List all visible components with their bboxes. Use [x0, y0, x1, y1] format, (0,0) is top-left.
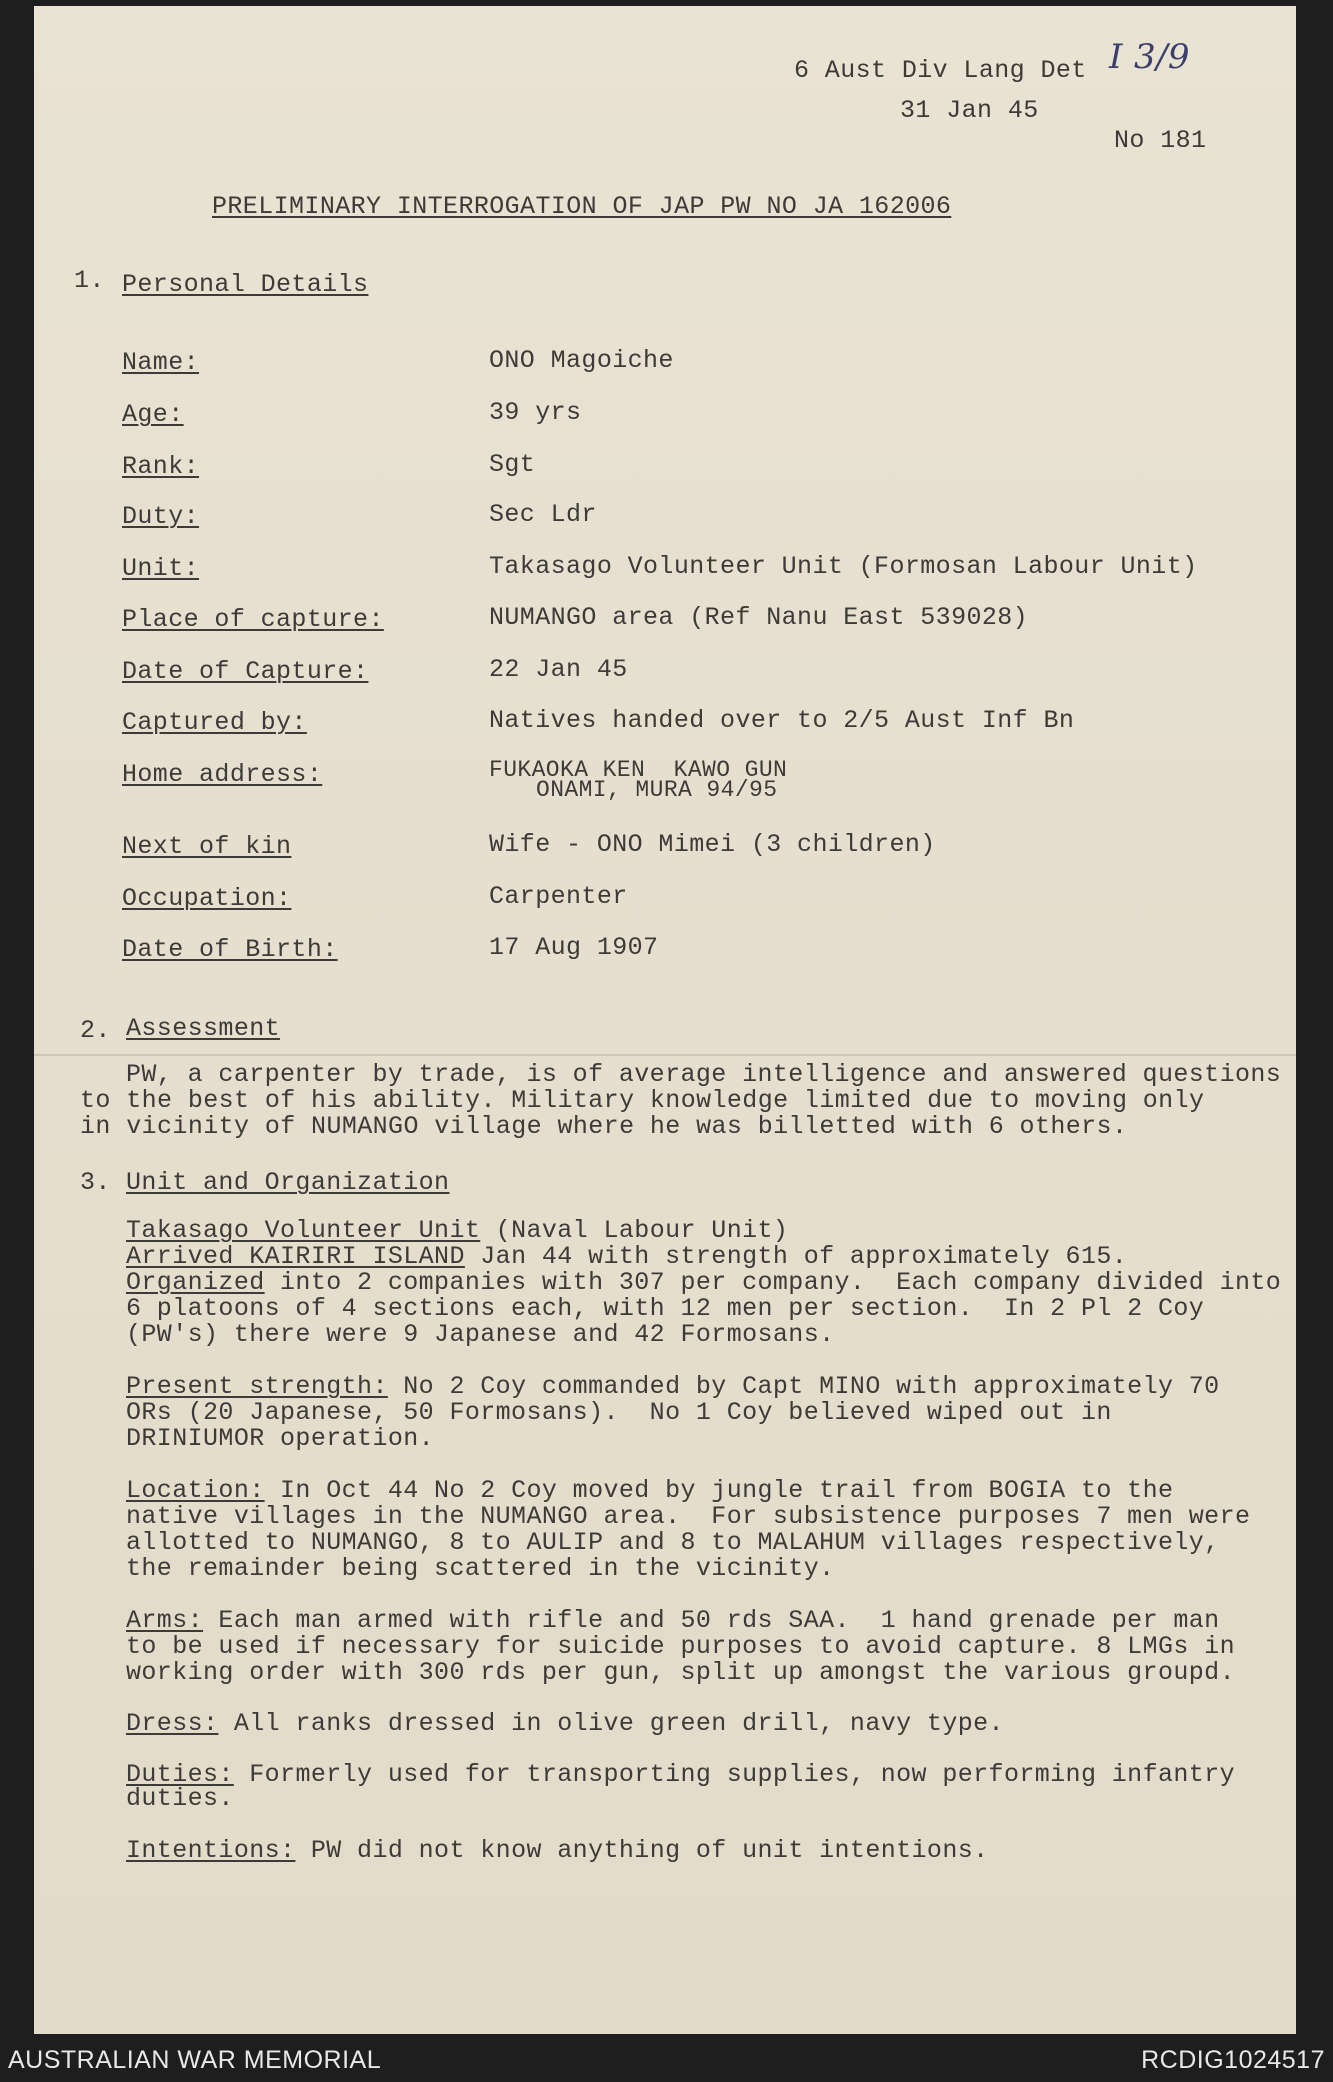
- unit-title: Takasago Volunteer Unit: [126, 1216, 481, 1245]
- section-2-number: 2.: [80, 1016, 111, 1045]
- organized-rest: into 2 companies with 307 per company. Each company divided into: [264, 1268, 1282, 1297]
- location-line: native villages in the NUMANGO area. For subsistence purposes 7 men were: [126, 1502, 1251, 1531]
- organized-line: (PW's) there were 9 Japanese and 42 Formosans.: [126, 1320, 835, 1349]
- header-date: 31 Jan 45: [900, 96, 1039, 125]
- field-value: 39 yrs: [489, 398, 582, 427]
- arms-line: working order with 300 rds per gun, split up amongst the various groupd.: [126, 1658, 1235, 1687]
- arms-line: to be used if necessary for suicide purposes to avoid capture. 8 LMGs in: [126, 1632, 1235, 1661]
- assessment-line: in vicinity of NUMANGO village where he was billetted with 6 others.: [80, 1112, 1128, 1141]
- section-3-heading: Unit and Organization: [126, 1168, 450, 1197]
- field-label: Name:: [122, 348, 200, 377]
- location-line: [126, 1478, 1173, 1504]
- strength-rest: No 2 Coy commanded by Capt MINO with approximately 70: [387, 1372, 1220, 1401]
- organized-line: [126, 1270, 1281, 1296]
- intentions-rest: PW did not know anything of unit intentions.: [295, 1836, 989, 1865]
- footer-catalog-id: RCDIG1024517: [1141, 2046, 1325, 2074]
- dress-line: [126, 1711, 1004, 1737]
- field-label: Rank:: [122, 452, 200, 481]
- unit-title-rest: (Naval Labour Unit): [480, 1216, 789, 1245]
- section-1-heading: Personal Details: [122, 270, 369, 299]
- field-value: Sec Ldr: [489, 500, 597, 529]
- document-page: [34, 6, 1296, 2034]
- section-2-heading: Assessment: [126, 1014, 281, 1043]
- field-value: ONO Magoiche: [489, 346, 674, 375]
- field-value: Natives handed over to 2/5 Aust Inf Bn: [489, 706, 1075, 735]
- intentions-label: Intentions:: [126, 1836, 296, 1865]
- footer-credit: AUSTRALIAN WAR MEMORIAL: [8, 2046, 382, 2074]
- duties-line: [126, 1762, 1235, 1788]
- strength-line: ORs (20 Japanese, 50 Formosans). No 1 Coy believed wiped out in: [126, 1398, 1112, 1427]
- duties-label: Duties:: [126, 1760, 234, 1789]
- assessment-line: PW, a carpenter by trade, is of average intelligence and answered questions: [126, 1060, 1282, 1089]
- field-label: Captured by:: [122, 708, 307, 737]
- field-value: Sgt: [489, 450, 536, 479]
- field-label: Date of Capture:: [122, 657, 369, 686]
- arrived-rest: Jan 44 with strength of approximately 615.: [464, 1242, 1128, 1271]
- field-label: Date of Birth:: [122, 935, 338, 964]
- section-3-number: 3.: [80, 1168, 111, 1197]
- field-label: Place of capture:: [122, 605, 384, 634]
- assessment-line: to the best of his ability. Military knowledge limited due to moving only: [80, 1086, 1205, 1115]
- field-label: Duty:: [122, 502, 200, 531]
- duties-rest: Formerly used for transporting supplies, now performing infantry: [233, 1760, 1235, 1789]
- field-value: 17 Aug 1907: [489, 933, 659, 962]
- header-unit: 6 Aust Div Lang Det: [794, 56, 1087, 85]
- unit-title-line: [126, 1218, 788, 1244]
- field-value-line-2: ONAMI, MURA 94/95: [536, 777, 778, 803]
- location-line: allotted to NUMANGO, 8 to AULIP and 8 to MALAHUM villages respectively,: [126, 1528, 1220, 1557]
- field-value: Carpenter: [489, 882, 628, 911]
- strength-label: Present strength:: [126, 1372, 388, 1401]
- location-rest: In Oct 44 No 2 Coy moved by jungle trail from BOGIA to the: [264, 1476, 1174, 1505]
- organized-line: 6 platoons of 4 sections each, with 12 men per section. In 2 Pl 2 Coy: [126, 1294, 1205, 1323]
- arms-label: Arms:: [126, 1606, 204, 1635]
- location-label: Location:: [126, 1476, 265, 1505]
- field-label: Next of kin: [122, 832, 292, 861]
- section-1-number: 1.: [74, 266, 105, 295]
- field-value: NUMANGO area (Ref Nanu East 539028): [489, 603, 1029, 632]
- header-number: No 181: [1114, 126, 1207, 155]
- document-title: PRELIMINARY INTERROGATION OF JAP PW NO JA 162006: [212, 192, 952, 221]
- field-value: Takasago Volunteer Unit (Formosan Labour Unit): [489, 552, 1198, 581]
- duties-line: duties.: [126, 1784, 234, 1813]
- dress-rest: All ranks dressed in olive green drill, navy type.: [218, 1709, 1004, 1738]
- field-value: Wife - ONO Mimei (3 children): [489, 830, 936, 859]
- field-label: Age:: [122, 400, 184, 429]
- field-value: 22 Jan 45: [489, 655, 628, 684]
- intentions-line: [126, 1838, 989, 1864]
- location-line: the remainder being scattered in the vicinity.: [126, 1554, 835, 1583]
- arrived-line: [126, 1244, 1127, 1270]
- strength-line: DRINIUMOR operation.: [126, 1424, 435, 1453]
- dress-label: Dress:: [126, 1709, 219, 1738]
- paper-fold: [34, 1054, 1296, 1056]
- field-value: FUKAOKA KEN KAWO GUN: [489, 757, 788, 783]
- arrived-label: Arrived KAIRIRI ISLAND: [126, 1242, 465, 1271]
- field-label: Occupation:: [122, 884, 292, 913]
- handwritten-reference: I 3/9: [1109, 37, 1190, 77]
- arms-line: [126, 1608, 1220, 1634]
- arms-rest: Each man armed with rifle and 50 rds SAA. 1 hand grenade per man: [203, 1606, 1220, 1635]
- field-label: Home address:: [122, 760, 323, 789]
- organized-label: Organized: [126, 1268, 265, 1297]
- strength-line: [126, 1374, 1220, 1400]
- field-label: Unit:: [122, 554, 200, 583]
